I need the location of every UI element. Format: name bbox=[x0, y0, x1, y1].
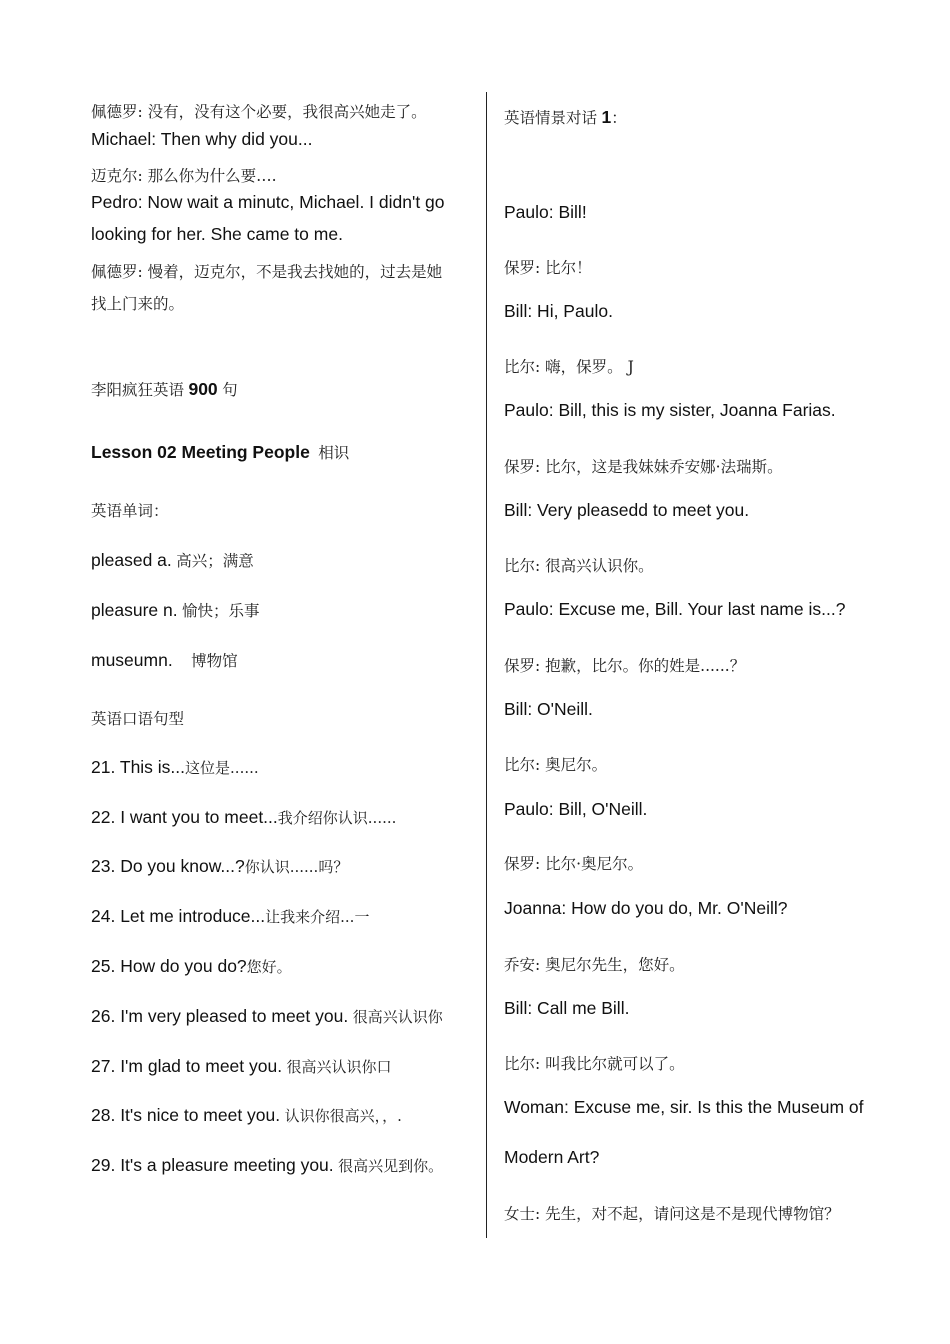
dialog-en-line: Paulo: Bill! bbox=[504, 202, 587, 222]
dialog-en-line: Bill: Hi, Paulo. bbox=[504, 301, 613, 321]
vocab-heading: 英语单词： bbox=[91, 502, 169, 520]
dialog-zh-line: 女士: 先生，对不起，请问这是不是现代博物馆？ bbox=[504, 1205, 840, 1223]
phrase-zh: 这位是...... bbox=[185, 759, 259, 777]
phrase-en: 24. Let me introduce... bbox=[91, 906, 266, 926]
phrase-en: 28. It's nice to meet you. bbox=[91, 1105, 281, 1125]
phrase-zh: 很高兴见到你。 bbox=[338, 1157, 444, 1175]
phrase-en: 29. It's a pleasure meeting you. bbox=[91, 1155, 334, 1175]
dialog-en-line: Woman: Excuse me, sir. Is this the Museum of bbox=[504, 1097, 864, 1117]
dialog-en-line: looking for her. She came to me. bbox=[91, 224, 343, 244]
phrase-en: 27. I'm glad to meet you. bbox=[91, 1056, 283, 1076]
vocab-meaning: 博物馆 bbox=[191, 652, 238, 670]
vocab-item bbox=[91, 649, 238, 671]
phrase-zh: 我介绍你认识...... bbox=[277, 809, 397, 827]
dialog-zh-line: 佩德罗: 没有，没有这个必要，我很高兴她走了。 bbox=[91, 103, 427, 121]
dialog-en-line: Bill: Call me Bill. bbox=[504, 998, 630, 1018]
lesson-title-en: Lesson 02 Meeting People bbox=[91, 442, 310, 462]
vocab-word: museumn. bbox=[91, 650, 173, 670]
dialog-zh-line: 比尔: 奥尼尔。 bbox=[504, 756, 608, 774]
phrase-zh: 很高兴认识你口 bbox=[286, 1058, 392, 1076]
dialog-en-line: Pedro: Now wait a minutc, Michael. I didn't go bbox=[91, 192, 445, 212]
vocab-meaning: 高兴；满意 bbox=[176, 552, 254, 570]
phrase-item bbox=[91, 1155, 443, 1176]
dialog-heading-suffix: ： bbox=[611, 109, 627, 127]
vocab-meaning: 愉快；乐事 bbox=[182, 602, 260, 620]
phrase-item bbox=[91, 1006, 443, 1027]
dialog-zh-line: 保罗: 抱歉，比尔。你的姓是......？ bbox=[504, 657, 746, 675]
vocab-word: pleasure n. bbox=[91, 600, 178, 620]
phrase-zh: 很高兴认识你 bbox=[352, 1008, 443, 1026]
book-title-suffix: 句 bbox=[222, 381, 238, 399]
phrase-en: 22. I want you to meet... bbox=[91, 807, 278, 827]
phrase-item bbox=[91, 807, 396, 828]
dialog-zh-line: 保罗: 比尔·奥尼尔。 bbox=[504, 855, 644, 873]
dialog-zh-line: 迈克尔: 那么你为什么要…. bbox=[91, 167, 277, 185]
dialog-heading-number: 1 bbox=[601, 107, 612, 127]
book-title-number: 900 bbox=[188, 379, 218, 399]
vocab-word: pleased a. bbox=[91, 550, 172, 570]
dialog-zh-line: 找上门来的。 bbox=[91, 295, 185, 313]
dialog-zh-line: 乔安: 奥尼尔先生，您好。 bbox=[504, 956, 685, 974]
phrase-zh: 您好。 bbox=[246, 958, 292, 976]
dialog-heading bbox=[504, 106, 627, 128]
phrase-item bbox=[91, 906, 369, 927]
phrase-en: 26. I'm very pleased to meet you. bbox=[91, 1006, 349, 1026]
dialog-heading-prefix: 英语情景对话 bbox=[504, 109, 598, 127]
dialog-zh-line: 比尔: 叫我比尔就可以了。 bbox=[504, 1055, 685, 1073]
phrase-item bbox=[91, 956, 292, 977]
book-title bbox=[91, 378, 238, 400]
phrase-item bbox=[91, 757, 259, 778]
phrase-en: 23. Do you know...? bbox=[91, 856, 245, 876]
dialog-en-line: Paulo: Bill, this is my sister, Joanna Farias. bbox=[504, 400, 836, 420]
phrase-item bbox=[91, 856, 348, 877]
lesson-title-zh: 相识 bbox=[318, 444, 350, 462]
phrase-item bbox=[91, 1056, 392, 1077]
book-title-prefix: 李阳疯狂英语 bbox=[91, 381, 185, 399]
dialog-en-line: Paulo: Excuse me, Bill. Your last name is...? bbox=[504, 599, 846, 619]
dialog-en-line: Joanna: How do you do, Mr. O'Neill? bbox=[504, 898, 788, 918]
dialog-zh-line: 保罗: 比尔，这是我妹妹乔安娜·法瑞斯。 bbox=[504, 458, 783, 476]
phrase-zh: 让我来介绍...一 bbox=[265, 908, 370, 926]
phrase-item bbox=[91, 1105, 402, 1126]
dialog-en-line: Bill: O'Neill. bbox=[504, 699, 593, 719]
phrases-heading: 英语口语句型 bbox=[91, 710, 185, 728]
dialog-en-line: Michael: Then why did you... bbox=[91, 129, 313, 149]
phrase-en: 25. How do you do? bbox=[91, 956, 247, 976]
phrase-zh: 你认识......吗？ bbox=[244, 858, 349, 876]
dialog-en-line: Bill: Very pleasedd to meet you. bbox=[504, 500, 750, 520]
dialog-en-line: Paulo: Bill, O'Neill. bbox=[504, 799, 648, 819]
dialog-zh-line: 比尔: 很高兴认识你。 bbox=[504, 557, 654, 575]
vocab-item bbox=[91, 599, 260, 621]
dialog-en-line: Modern Art? bbox=[504, 1147, 600, 1167]
dialog-zh-line: 比尔: 嗨，保罗。 J bbox=[504, 358, 634, 376]
dialog-zh-line: 保罗: 比尔！ bbox=[504, 259, 592, 277]
phrase-en: 21. This is... bbox=[91, 757, 186, 777]
vocab-item bbox=[91, 549, 254, 571]
column-divider bbox=[486, 92, 487, 1238]
phrase-zh: 认识你很高兴，，. bbox=[284, 1107, 402, 1125]
dialog-zh-line: 佩德罗: 慢着，迈克尔，不是我去找她的，过去是她 bbox=[91, 263, 443, 281]
lesson-title bbox=[91, 441, 349, 463]
